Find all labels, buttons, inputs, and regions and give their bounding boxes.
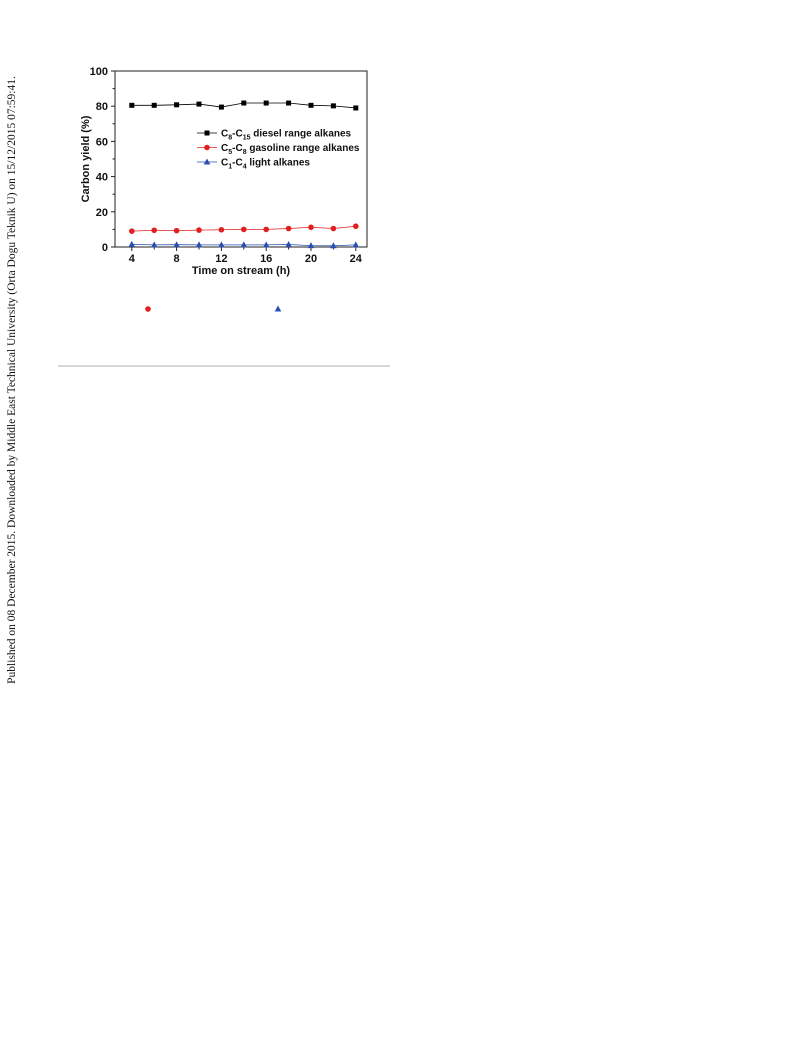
legend-entry-1 bbox=[197, 129, 352, 142]
data-point bbox=[264, 101, 269, 106]
y-tick-label: 60 bbox=[95, 136, 108, 149]
data-point bbox=[330, 242, 337, 248]
data-point bbox=[196, 227, 202, 233]
data-point bbox=[174, 102, 179, 107]
caption-circle-symbol bbox=[145, 306, 151, 312]
y-tick-label: 20 bbox=[95, 206, 108, 219]
data-point bbox=[152, 103, 157, 108]
data-point bbox=[353, 223, 359, 229]
carbon-yield-chart bbox=[0, 0, 793, 400]
data-point bbox=[218, 241, 225, 247]
data-point bbox=[331, 103, 336, 108]
data-point bbox=[151, 227, 157, 233]
data-point bbox=[151, 241, 158, 247]
y-tick-label: 100 bbox=[89, 66, 108, 78]
data-point bbox=[309, 103, 314, 108]
legend-entry-2 bbox=[197, 143, 360, 156]
data-point bbox=[241, 241, 248, 247]
data-point bbox=[196, 241, 203, 247]
data-point bbox=[263, 241, 270, 247]
data-point bbox=[219, 105, 224, 110]
y-tick-label: 0 bbox=[101, 242, 108, 254]
series-2 bbox=[129, 223, 359, 234]
data-point bbox=[129, 103, 134, 108]
divider bbox=[58, 365, 390, 367]
legend-marker bbox=[204, 145, 210, 151]
legend-label: C8-C15 diesel range alkanes bbox=[221, 128, 352, 141]
y-tick-label: 40 bbox=[95, 171, 108, 184]
x-tick-label: 8 bbox=[173, 253, 180, 265]
x-tick-label: 12 bbox=[215, 253, 228, 265]
data-point bbox=[286, 101, 291, 106]
x-tick-label: 16 bbox=[260, 253, 273, 265]
legend-label: C5-C8 gasoline range alkanes bbox=[221, 143, 360, 156]
y-tick-label: 80 bbox=[95, 101, 108, 114]
caption-symbols bbox=[145, 306, 281, 312]
data-point bbox=[241, 227, 247, 233]
legend-marker bbox=[205, 131, 210, 136]
legend-marker bbox=[204, 159, 211, 165]
x-tick-label: 20 bbox=[304, 253, 318, 265]
legend-label: C1-C4 light alkanes bbox=[221, 157, 310, 170]
data-point bbox=[331, 226, 337, 232]
data-point bbox=[285, 241, 292, 247]
data-point bbox=[263, 227, 269, 233]
data-point bbox=[129, 228, 135, 234]
data-point bbox=[308, 224, 314, 230]
y-axis-title: Carbon yield (%) bbox=[80, 115, 92, 203]
data-point bbox=[286, 226, 292, 232]
data-point bbox=[219, 227, 225, 233]
data-point bbox=[353, 105, 358, 110]
series-1 bbox=[129, 101, 358, 111]
data-point bbox=[173, 241, 180, 247]
data-point bbox=[197, 102, 202, 107]
data-point bbox=[353, 241, 360, 247]
legend bbox=[197, 129, 360, 171]
x-axis-title: Time on stream (h) bbox=[191, 265, 291, 277]
series-layer bbox=[129, 101, 360, 249]
data-point bbox=[241, 101, 246, 106]
x-tick-label: 24 bbox=[349, 253, 362, 265]
publication-note: Published on 08 December 2015. Downloaded by Middle East Technical University (Orta Dogu Teknik U) on 15/12/2015 07:59:41. bbox=[6, 76, 18, 684]
data-point bbox=[174, 228, 180, 234]
data-point bbox=[129, 241, 136, 247]
x-tick-label: 4 bbox=[128, 253, 135, 265]
caption-triangle-symbol bbox=[275, 306, 282, 312]
legend-entry-3 bbox=[197, 158, 310, 171]
